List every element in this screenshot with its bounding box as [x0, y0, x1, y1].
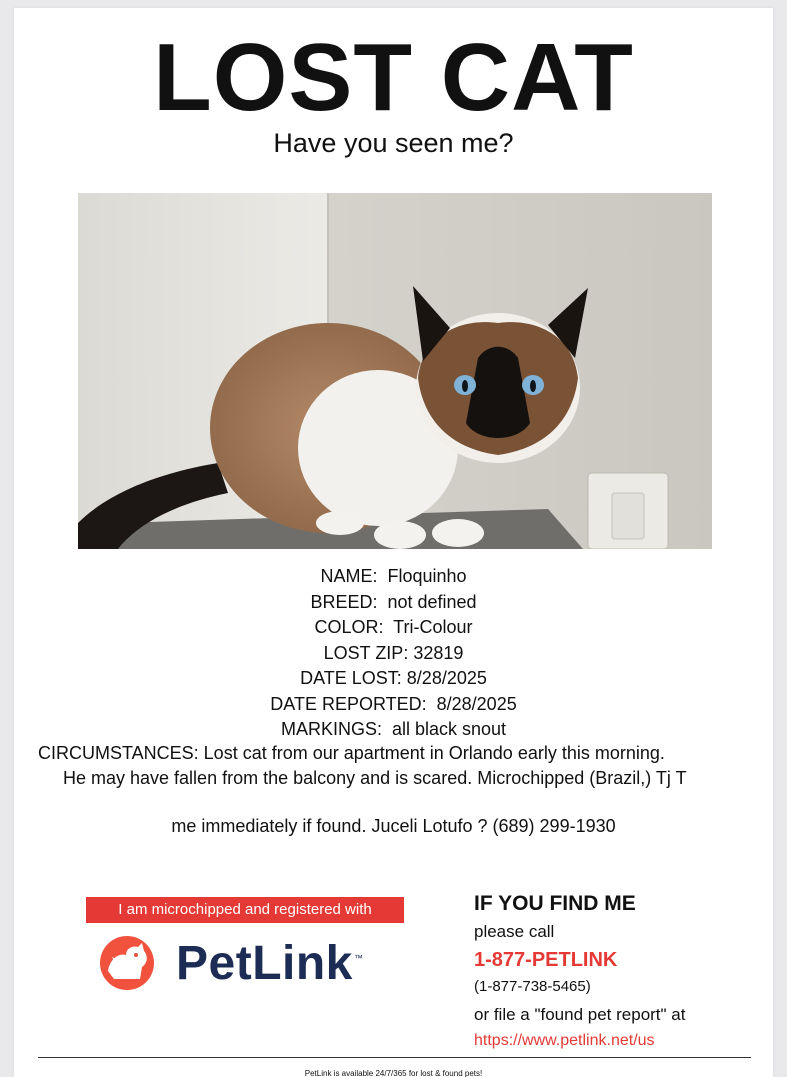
lost-cat-flyer — [14, 8, 773, 1077]
dog-cat-logo-icon — [96, 935, 158, 991]
pet-details — [14, 564, 773, 743]
please-call-text: please call — [474, 922, 555, 941]
flyer-headline: LOST CAT — [153, 24, 634, 131]
flyer-subheadline: Have you seen me? — [273, 128, 514, 158]
microchip-banner: I am microchipped and registered with — [86, 897, 404, 923]
detail-color: COLOR: Tri-Colour — [314, 617, 473, 637]
circumstances-line-3: me immediately if found. Juceli Lotufo ? (689) 299-1930 — [171, 816, 616, 836]
detail-date-lost: DATE LOST: 8/28/2025 — [300, 668, 487, 688]
detail-breed: BREED: not defined — [310, 591, 477, 612]
detail-name: NAME: Floquinho — [320, 566, 467, 586]
petlink-phone-numeric: (1-877-738-5465) — [474, 978, 591, 995]
find-me-panel — [474, 892, 764, 1050]
footer-divider — [38, 1057, 751, 1058]
circumstances-line-2: He may have fallen from the balcony and is scared. Microchipped (Brazil,) Tj T — [63, 768, 687, 788]
cat-photo — [78, 193, 712, 549]
petlink-brand: PetLink — [176, 936, 353, 990]
circumstances-line-1: CIRCUMSTANCES: Lost cat from our apartment in Orlando early this morning. — [38, 743, 665, 763]
detail-date-reported: DATE REPORTED: 8/28/2025 — [270, 693, 517, 714]
circumstances — [38, 741, 773, 791]
petlink-url-link[interactable]: https://www.petlink.net/us — [474, 1032, 655, 1049]
report-text: or file a "found pet report" at — [474, 1005, 686, 1024]
petlink-phone[interactable]: 1-877-PETLINK — [474, 949, 618, 971]
find-me-heading: IF YOU FIND ME — [474, 892, 636, 915]
petlink-logo — [96, 935, 363, 991]
detail-lost-zip: LOST ZIP: 32819 — [323, 642, 464, 663]
detail-markings: MARKINGS: all black snout — [280, 719, 507, 739]
footer-text: PetLink is available 24/7/365 for lost & found pets! — [304, 1069, 483, 1077]
trademark-mark: ™ — [353, 953, 363, 963]
